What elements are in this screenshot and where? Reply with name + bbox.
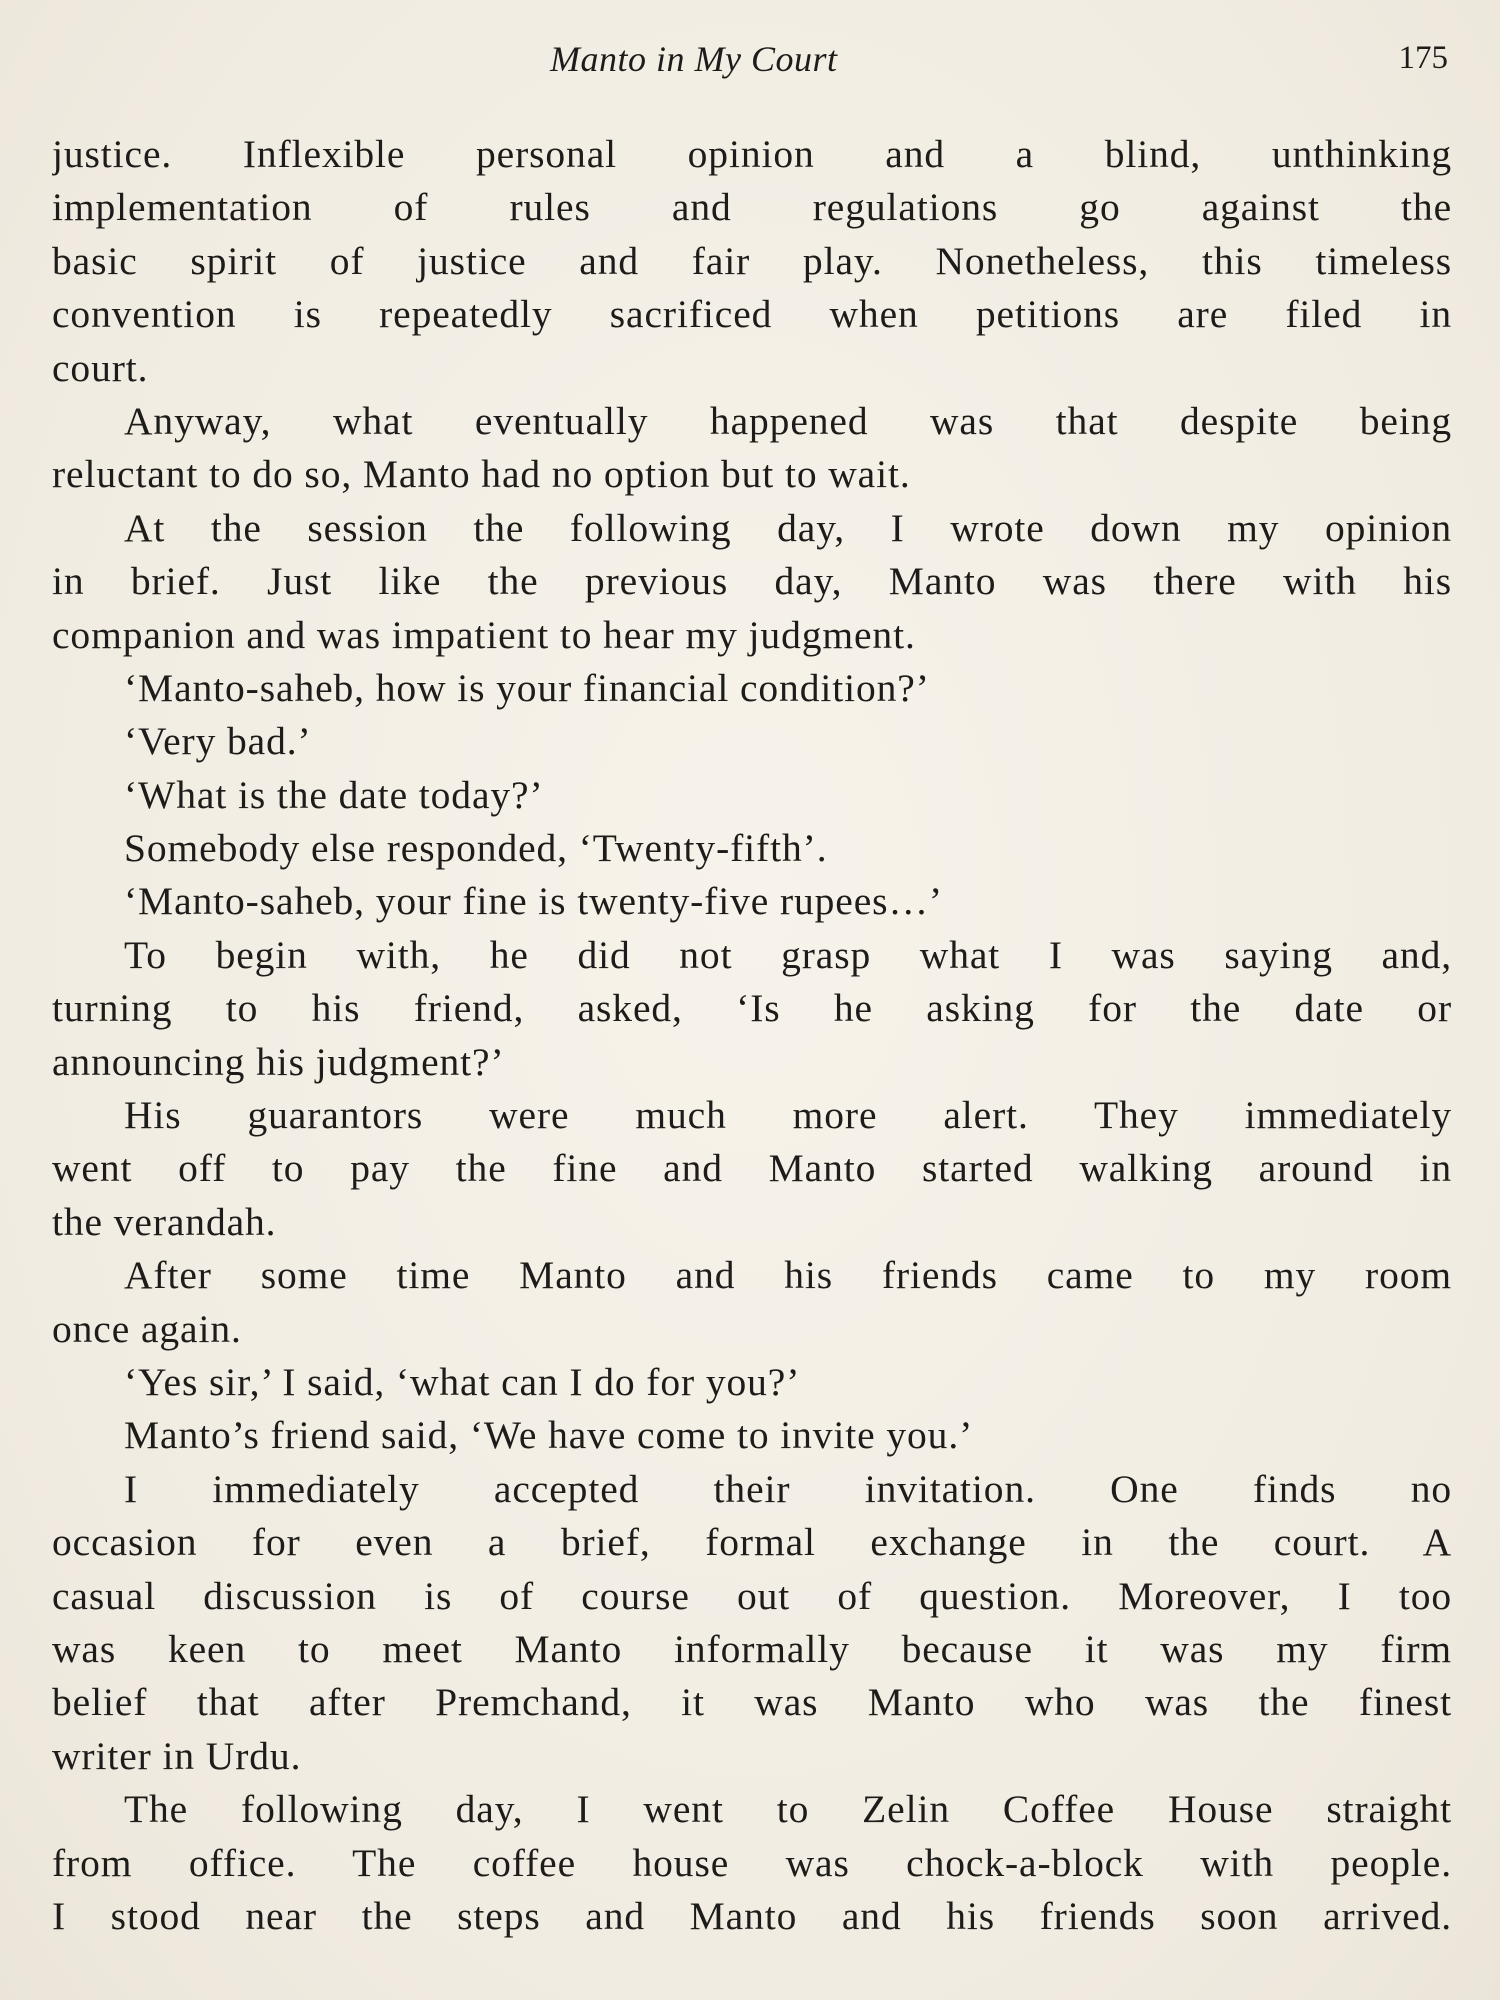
text-line: companion and was impatient to hear my judgment. bbox=[52, 612, 916, 657]
text-line: court. bbox=[52, 345, 149, 390]
text-line: ‘What is the date today?’ bbox=[124, 772, 544, 817]
text-line: Somebody else responded, ‘Twenty-fifth’. bbox=[124, 826, 828, 871]
page-header bbox=[0, 38, 1500, 86]
text-line: His guarantors were much more alert. They immediately bbox=[124, 1093, 1452, 1138]
text-line: belief that after Premchand, it was Manto who was the finest bbox=[52, 1680, 1452, 1725]
text-line: basic spirit of justice and fair play. Nonetheless, this timeless bbox=[52, 238, 1452, 283]
text-line: Manto’s friend said, ‘We have come to invite you.’ bbox=[124, 1413, 974, 1458]
text-line: implementation of rules and regulations go against the bbox=[52, 185, 1452, 230]
text-line: Anyway, what eventually happened was that despite being bbox=[124, 398, 1452, 443]
text-line: from office. The coffee house was chock-a-block with people. bbox=[52, 1840, 1452, 1885]
running-title: Manto in My Court bbox=[550, 39, 838, 79]
page-number: 175 bbox=[1398, 40, 1448, 76]
text-line: ‘Yes sir,’ I said, ‘what can I do for you?’ bbox=[124, 1359, 801, 1404]
text-line: casual discussion is of course out of question. Moreover, I too bbox=[52, 1573, 1452, 1618]
text-line: At the session the following day, I wrote down my opinion bbox=[124, 505, 1452, 550]
text-line: I immediately accepted their invitation. One finds no bbox=[124, 1466, 1452, 1511]
text-line: went off to pay the fine and Manto started walking around in bbox=[52, 1146, 1452, 1191]
text-line: ‘Manto-saheb, how is your financial condition?’ bbox=[124, 665, 930, 710]
text-line: ‘Very bad.’ bbox=[124, 719, 312, 764]
text-line: convention is repeatedly sacrificed when petitions are filed in bbox=[52, 292, 1452, 337]
text-line: reluctant to do so, Manto had no option but to wait. bbox=[52, 452, 911, 497]
text-line: the verandah. bbox=[52, 1199, 277, 1244]
text-line: occasion for even a brief, formal exchange in the court. A bbox=[52, 1520, 1452, 1565]
text-line: justice. Inflexible personal opinion and a blind, unthinking bbox=[52, 132, 1452, 176]
text-line: announcing his judgment?’ bbox=[52, 1039, 505, 1084]
text-line: ‘Manto-saheb, your fine is twenty-five rupees…’ bbox=[124, 879, 943, 924]
text-line: writer in Urdu. bbox=[52, 1733, 302, 1778]
text-line: To begin with, he did not grasp what I was saying and, bbox=[124, 932, 1452, 977]
text-line: I stood near the steps and Manto and his friends soon arrived. bbox=[52, 1893, 1452, 1938]
text-line: The following day, I went to Zelin Coffee House straight bbox=[124, 1787, 1452, 1832]
text-line: once again. bbox=[52, 1306, 242, 1351]
text-line: in brief. Just like the previous day, Manto was there with his bbox=[52, 559, 1452, 604]
text-line: was keen to meet Manto informally because it was my firm bbox=[52, 1626, 1452, 1671]
body-text bbox=[52, 128, 1452, 1943]
text-line: turning to his friend, asked, ‘Is he asking for the date or bbox=[52, 986, 1452, 1031]
text-line: After some time Manto and his friends came to my room bbox=[124, 1253, 1452, 1298]
